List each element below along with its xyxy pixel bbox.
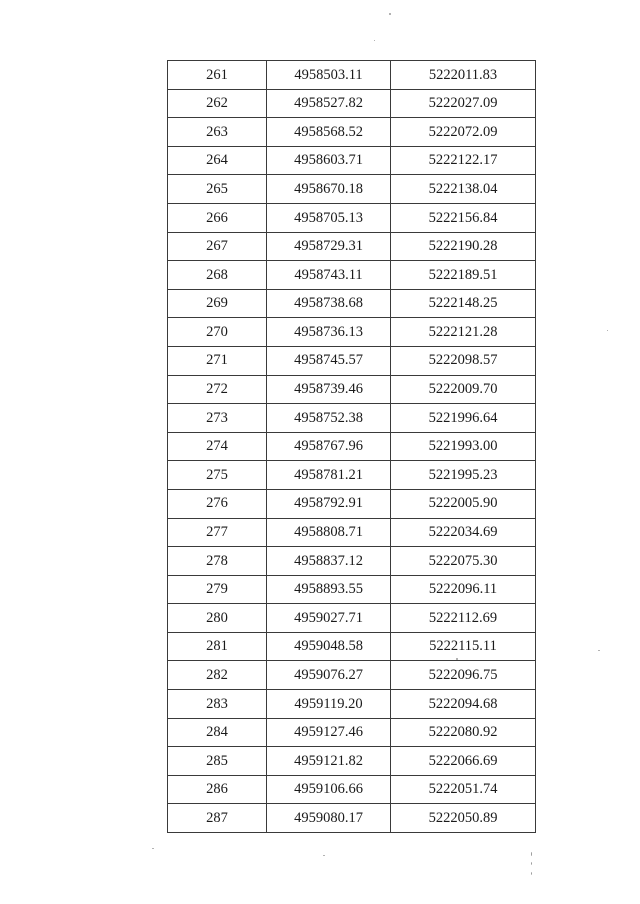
y-coordinate: 5222051.74	[391, 775, 536, 804]
point-number: 271	[168, 346, 267, 375]
table-row	[168, 146, 536, 175]
x-coordinate: 4958837.12	[267, 547, 391, 576]
scan-speck	[531, 852, 532, 856]
y-coordinate: 5222050.89	[391, 804, 536, 833]
table-row	[168, 489, 536, 518]
x-coordinate: 4958752.38	[267, 404, 391, 433]
point-number: 283	[168, 690, 267, 719]
table-row	[168, 375, 536, 404]
table-row	[168, 318, 536, 347]
table-row	[168, 89, 536, 118]
y-coordinate: 5222138.04	[391, 175, 536, 204]
table-row	[168, 404, 536, 433]
point-number: 270	[168, 318, 267, 347]
table-row	[168, 518, 536, 547]
x-coordinate: 4959127.46	[267, 718, 391, 747]
x-coordinate: 4958739.46	[267, 375, 391, 404]
table-row	[168, 118, 536, 147]
y-coordinate: 5222122.17	[391, 146, 536, 175]
y-coordinate: 5222112.69	[391, 604, 536, 633]
y-coordinate: 5222075.30	[391, 547, 536, 576]
point-number: 285	[168, 747, 267, 776]
point-number: 287	[168, 804, 267, 833]
point-number: 281	[168, 632, 267, 661]
point-number: 264	[168, 146, 267, 175]
point-number: 284	[168, 718, 267, 747]
x-coordinate: 4959076.27	[267, 661, 391, 690]
y-coordinate: 5222011.83	[391, 61, 536, 90]
table-row	[168, 203, 536, 232]
y-coordinate: 5222080.92	[391, 718, 536, 747]
x-coordinate: 4959119.20	[267, 690, 391, 719]
x-coordinate: 4958503.11	[267, 61, 391, 90]
table-row	[168, 718, 536, 747]
table-row	[168, 575, 536, 604]
x-coordinate: 4959027.71	[267, 604, 391, 633]
x-coordinate: 4958792.91	[267, 489, 391, 518]
scan-speck	[598, 650, 600, 651]
point-number: 279	[168, 575, 267, 604]
y-coordinate: 5222072.09	[391, 118, 536, 147]
y-coordinate: 5222027.09	[391, 89, 536, 118]
x-coordinate: 4958527.82	[267, 89, 391, 118]
coordinate-table-body	[168, 61, 536, 833]
table-row	[168, 289, 536, 318]
y-coordinate: 5222121.28	[391, 318, 536, 347]
y-coordinate: 5222190.28	[391, 232, 536, 261]
table-row	[168, 661, 536, 690]
y-coordinate: 5222189.51	[391, 261, 536, 290]
x-coordinate: 4959121.82	[267, 747, 391, 776]
table-row	[168, 547, 536, 576]
x-coordinate: 4959106.66	[267, 775, 391, 804]
y-coordinate: 5222096.75	[391, 661, 536, 690]
x-coordinate: 4958670.18	[267, 175, 391, 204]
scan-speck	[456, 658, 458, 660]
table-row	[168, 432, 536, 461]
y-coordinate: 5222098.57	[391, 346, 536, 375]
table-row	[168, 775, 536, 804]
table-row	[168, 747, 536, 776]
y-coordinate: 5221993.00	[391, 432, 536, 461]
table-row	[168, 175, 536, 204]
point-number: 274	[168, 432, 267, 461]
y-coordinate: 5222034.69	[391, 518, 536, 547]
point-number: 275	[168, 461, 267, 490]
table-row	[168, 261, 536, 290]
point-number: 278	[168, 547, 267, 576]
point-number: 265	[168, 175, 267, 204]
x-coordinate: 4958738.68	[267, 289, 391, 318]
y-coordinate: 5221996.64	[391, 404, 536, 433]
point-number: 286	[168, 775, 267, 804]
table-row	[168, 690, 536, 719]
y-coordinate: 5222156.84	[391, 203, 536, 232]
scan-speck	[389, 13, 391, 15]
point-number: 267	[168, 232, 267, 261]
point-number: 277	[168, 518, 267, 547]
scan-speck	[152, 848, 154, 849]
table-row	[168, 804, 536, 833]
scan-speck	[531, 862, 532, 865]
point-number: 268	[168, 261, 267, 290]
table-row	[168, 461, 536, 490]
y-coordinate: 5222005.90	[391, 489, 536, 518]
table-row	[168, 346, 536, 375]
x-coordinate: 4958767.96	[267, 432, 391, 461]
x-coordinate: 4958893.55	[267, 575, 391, 604]
table-row	[168, 604, 536, 633]
point-number: 263	[168, 118, 267, 147]
y-coordinate: 5222148.25	[391, 289, 536, 318]
x-coordinate: 4959048.58	[267, 632, 391, 661]
coordinate-table	[167, 60, 536, 833]
y-coordinate: 5222096.11	[391, 575, 536, 604]
x-coordinate: 4958603.71	[267, 146, 391, 175]
x-coordinate: 4958568.52	[267, 118, 391, 147]
x-coordinate: 4958781.21	[267, 461, 391, 490]
y-coordinate: 5222009.70	[391, 375, 536, 404]
y-coordinate: 5222066.69	[391, 747, 536, 776]
point-number: 266	[168, 203, 267, 232]
scan-speck	[531, 872, 532, 875]
scan-speck	[607, 330, 608, 331]
x-coordinate: 4958743.11	[267, 261, 391, 290]
y-coordinate: 5222115.11	[391, 632, 536, 661]
point-number: 272	[168, 375, 267, 404]
y-coordinate: 5222094.68	[391, 690, 536, 719]
table-row	[168, 232, 536, 261]
x-coordinate: 4958729.31	[267, 232, 391, 261]
point-number: 269	[168, 289, 267, 318]
x-coordinate: 4958745.57	[267, 346, 391, 375]
point-number: 282	[168, 661, 267, 690]
x-coordinate: 4959080.17	[267, 804, 391, 833]
point-number: 280	[168, 604, 267, 633]
point-number: 262	[168, 89, 267, 118]
x-coordinate: 4958736.13	[267, 318, 391, 347]
point-number: 273	[168, 404, 267, 433]
x-coordinate: 4958705.13	[267, 203, 391, 232]
scan-speck	[323, 855, 325, 856]
x-coordinate: 4958808.71	[267, 518, 391, 547]
point-number: 261	[168, 61, 267, 90]
table-row	[168, 632, 536, 661]
table-row	[168, 61, 536, 90]
scan-speck	[374, 40, 375, 41]
y-coordinate: 5221995.23	[391, 461, 536, 490]
point-number: 276	[168, 489, 267, 518]
